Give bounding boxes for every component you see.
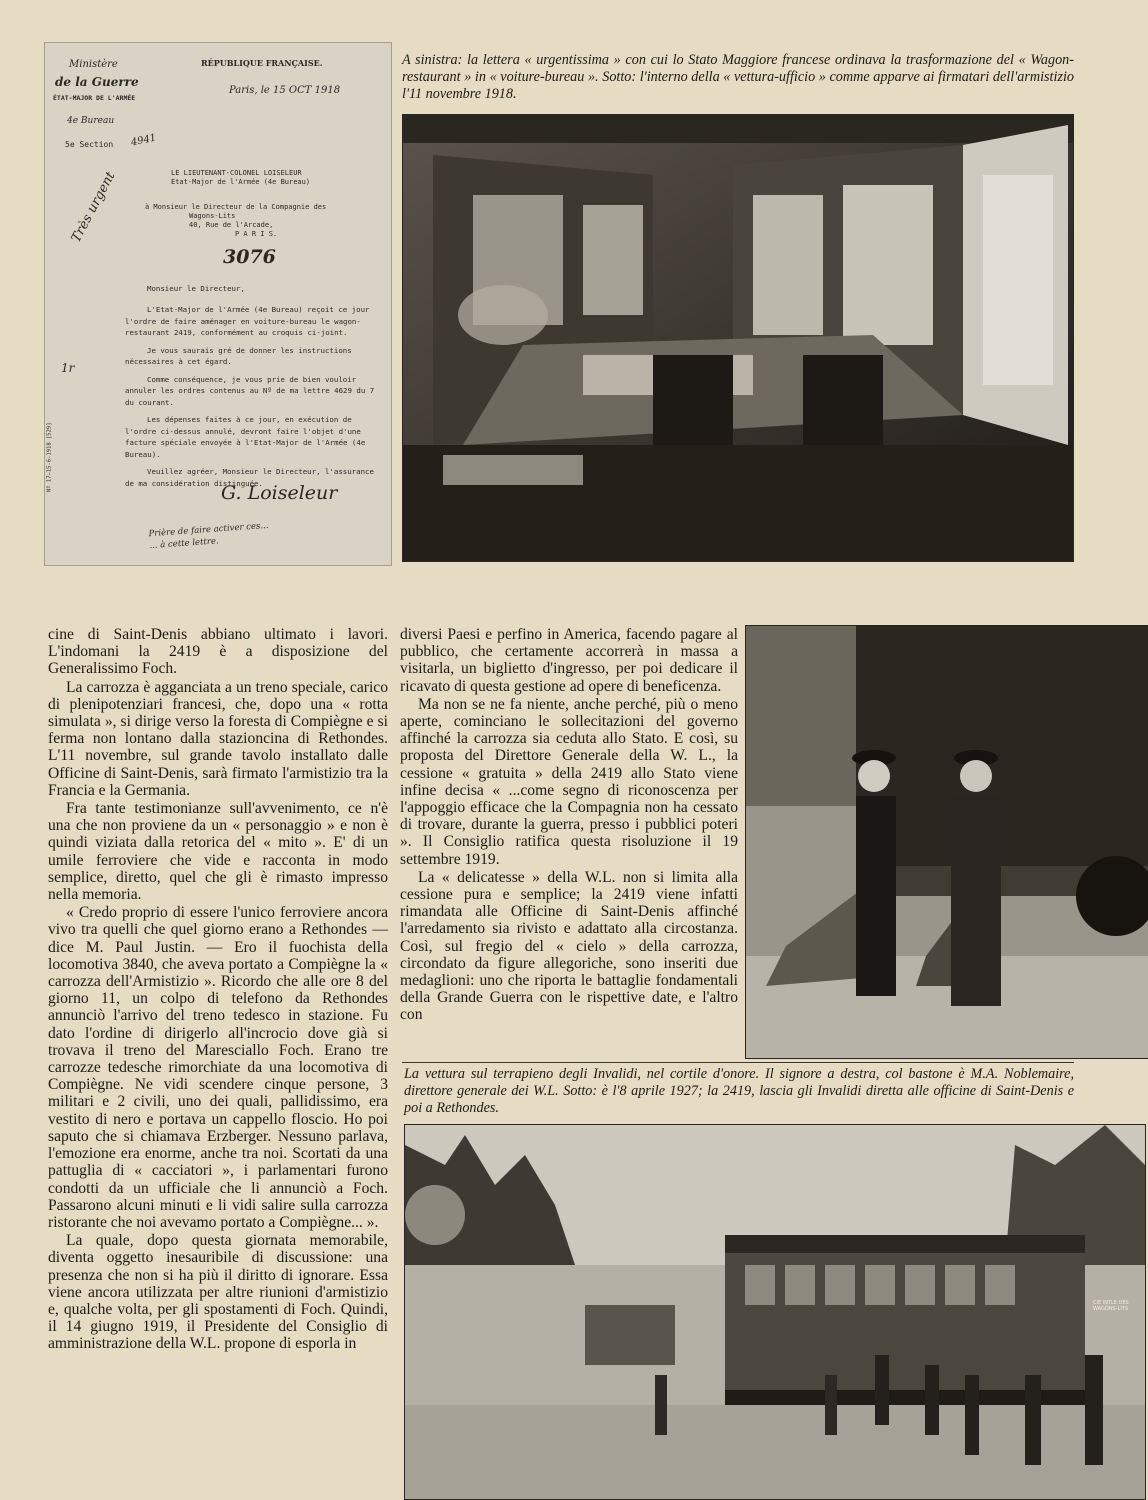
col1-paragraph: La quale, dopo questa giornata memorabile, diventa oggetto inesauribile di discussione: una presenza che non si ha più il diritto di ignorare. Essa viene ancora utilizzata per altre riunioni d'armistizio e, qualche volta, per gli spostamenti di Foch. Quindi, il 14 giugno 1919, il Presidente del Consiglio di amministrazione della W.L. propone di esporla in xyxy=(48,1232,388,1353)
letter-handwritten-note-line2: ... à cette lettre. xyxy=(149,536,219,552)
men-photo xyxy=(745,625,1148,1059)
letter-body xyxy=(125,283,377,495)
carriage-sign: CIE INTLE DES WAGONS-LITS xyxy=(1093,1300,1129,1312)
letter-addressee-line4: P A R I S. xyxy=(235,230,278,239)
letter-paragraph: Les dépenses faites à ce jour, en exécution de l'ordre ci-dessus annulé, devront faire l'objet d'une facture spéciale envoyée à l'Etat-Major de l'Armée (4e Bureau). xyxy=(125,415,366,459)
col1-paragraph: cine di Saint-Denis abbiano ultimato i lavori. L'indomani la 2419 è a disposizione del Generalissimo Foch. xyxy=(48,626,388,678)
caption-divider xyxy=(402,1062,1074,1063)
text-column-1 xyxy=(48,626,388,1354)
letter-sender-line2: Etat-Major de l'Armée (4e Bureau) xyxy=(171,178,311,187)
letter-sender-line1: LE LIEUTENANT-COLONEL LOISELEUR xyxy=(171,169,302,177)
letter-ministry-line1: Ministère xyxy=(69,59,118,70)
letter-republic: RÉPUBLIQUE FRANÇAISE. xyxy=(201,58,323,68)
letter-section-number: 4941 xyxy=(130,132,158,149)
letter-addressee-line1: à Monsieur le Directeur de la Compagnie des xyxy=(145,203,327,211)
letter-bureau: 4e Bureau xyxy=(67,116,115,126)
letter-paragraph: Je vous saurais gré de donner les instructions nécessaires à cet égard. xyxy=(125,345,352,367)
letter-addressee-line3: 40, Rue de l'Arcade, xyxy=(189,221,274,230)
interior-photo xyxy=(402,114,1074,562)
letter-side-code: Nº 17—15-6-1918 [529] xyxy=(46,422,53,493)
col2-paragraph: diversi Paesi e perfino in America, facendo pagare al pubblico, che certamente accorrerà in massa a visitarla, un biglietto d'ingresso, per poi dedicare il ricavato di questa gestione ad opere di beneficenza. xyxy=(400,626,738,695)
letter-addressee-line2: Wagons-Lits xyxy=(189,212,236,221)
top-caption: A sinistra: la lettera « urgentissima » con cui lo Stato Maggiore francese ordinava la trasformazione del « Wagon-restaurant » in « voiture-bureau ». Sotto: l'interno della « vettura-ufficio » comme apparve ai firmatari dell'armistizio l'11 novembre 1918. xyxy=(402,52,1074,102)
letter-addressee xyxy=(145,203,326,239)
letter-staff: ÉTAT-MAJOR DE L'ARMÉE xyxy=(53,94,136,102)
letter-margin-mark: 1r xyxy=(61,361,75,375)
bottom-caption: La vettura sul terrapieno degli Invalidi, nel cortile d'onore. Il signore a destra, col bastone è M.A. Noblemaire, direttore generale dei W.L. Sotto: è l'8 aprile 1927; la 2419, lascia gli Invalidi diretta alle officine di Saint-Denis e poi a Rethondes. xyxy=(404,1066,1074,1116)
letter-date: Paris, le 15 OCT 1918 xyxy=(229,85,341,96)
letter-paragraph: L'Etat-Major de l'Armée (4e Bureau) reçoit ce jour l'ordre de faire aménager en voiture-bureau le wagon-restaurant 2419, conformément au croquis ci-joint. xyxy=(125,305,370,338)
letter-salutation: Monsieur le Directeur, xyxy=(147,284,245,293)
col1-paragraph: Fra tante testimonianze sull'avvenimento, ce n'è una che non proviene da un « personaggio » e non è quindi viziata dalla retorica del « mito ». E' di un umile ferroviere che vide e racconta in modo semplice, diretto, quel che gli è rimasto impresso nella memoria. xyxy=(48,800,388,904)
signature: G. Loiseleur xyxy=(221,482,338,504)
col2-paragraph: Ma non se ne fa niente, anche perché, più o meno aperte, cominciano le sollecitazioni del governo affinché la carrozza sia ceduta allo Stato. E così, su proposta del Direttore Generale della W. L., la cessione « gratuita » della 2419 allo Stato viene infine decisa « ...come segno di riconoscenza per l'appoggio efficace che la Compagnia non ha cessato di trovare, durante la guerra, presso i pubblici poteri ». Il Consiglio ratifica questa risoluzione il 19 settembre 1919. xyxy=(400,695,738,868)
letter-number: 3076 xyxy=(223,246,276,268)
letter-ministry-line2: de la Guerre xyxy=(55,75,139,89)
letter-margin-note: Très urgent xyxy=(68,169,119,245)
text-column-2 xyxy=(400,626,738,1025)
col1-paragraph: La carrozza è agganciata a un treno speciale, carico di plenipotenziari francesi, che, dopo una « rotta simulata », si dirige verso la foresta di Compiègne e si ferma non lontano dalla stazioncina di Rethondes. L'11 novembre, sul grande tavolo installato dalle Officine di Saint-Denis, sarà firmato l'armistizio tra la Francia e la Germania. xyxy=(48,678,388,799)
letter-handwritten-note-line1: Prière de faire activer ces... xyxy=(148,520,269,540)
letter-paragraph: Comme conséquence, je vous prie de bien vouloir annuler les ordres contenus au Nº de ma lettre 4629 du 7 du courant. xyxy=(125,374,375,407)
col2-paragraph: La « delicatesse » della W.L. non si limita alla cessione pura e semplice; la 2419 viene infatti rimandata alle Officine di Saint-Denis affinché l'arredamento sia rivisto e adattato alla circostanza. Così, sul fregio del « cielo » della carrozza, circondato da figure allegoriche, sono inseriti due medaglioni: uno che riporta le battaglie fondamentali della Grande Guerra con le rispettive date, e l'altro con xyxy=(400,868,738,1024)
armistice-letter xyxy=(44,42,392,566)
letter-section: 5e Section xyxy=(65,140,114,149)
col1-paragraph: « Credo proprio di essere l'unico ferroviere ancora vivo tra quelli che quel giorno erano a Rethondes — dice M. Paul Justin. — Ero il fuochista della locomotiva 3840, che aveva portato a Compiègne la « carrozza dell'Armistizio ». Ricordo che alle ore 8 del giorno 11, un colpo di telefono da Rethondes annunciò l'arrivo del treno tedesco in stazione. Fu dato l'ordine di dirigerlo all'incrocio dove già si trovava il treno del Maresciallo Foch. Erano tre carrozze tedesche rimorchiate da una locomotiva di Compiègne. Ne vidi scendere cinque persone, 3 militari e 2 civili, uno dei quali, pallidissimo, era vestito di nero e portava un cappello floscio. Ho poi saputo che si chiamava Erzberger. Nessuno parlava, l'emozione era enorme, anche tra noi. Scortati da una pattuglia di « cacciatori », i parlamentari furono condotti da un ufficiale che li annunciò a Foch. Passarono alcuni minuti e li vidi salire sulla carrozza ristorante che noi avevamo portato a Compiègne... ». xyxy=(48,904,388,1231)
letter-sender xyxy=(171,169,310,187)
letter-closing: Veuillez agréer, Monsieur le Directeur, l'assurance de ma considération distinguée. xyxy=(125,467,374,488)
letter-handwritten-note xyxy=(148,521,269,553)
train-photo xyxy=(404,1124,1146,1500)
